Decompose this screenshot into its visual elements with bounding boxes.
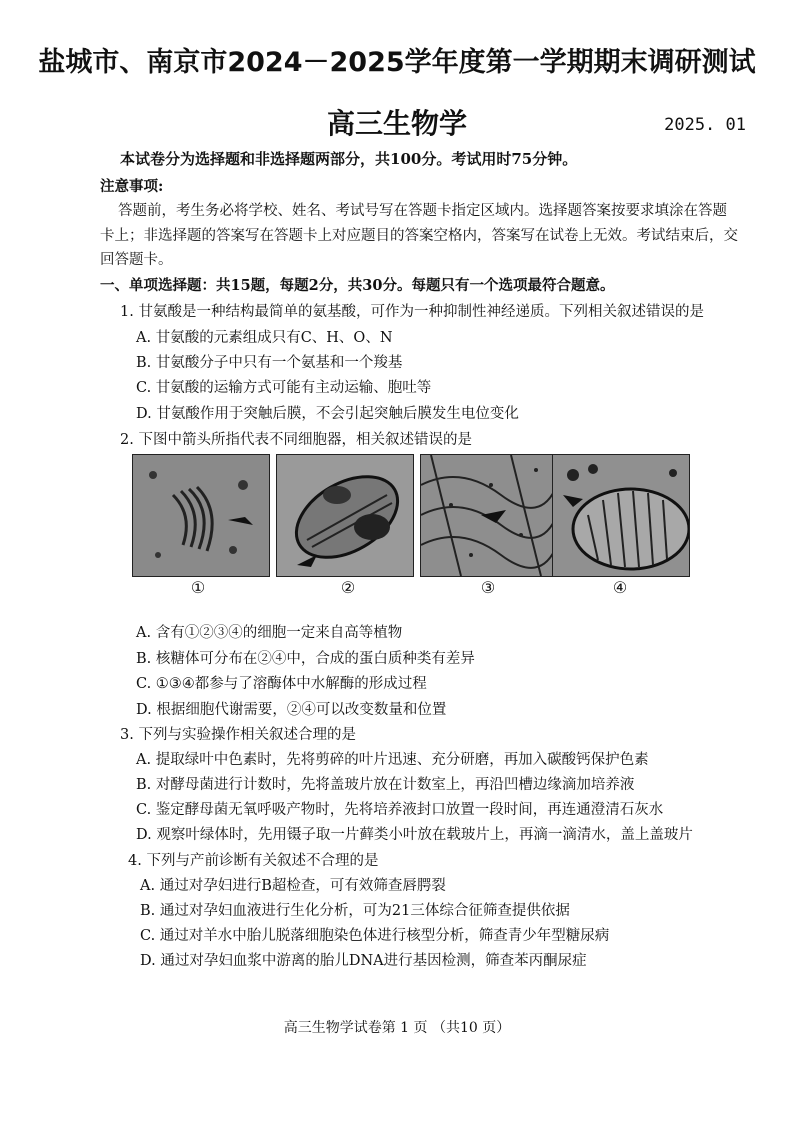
- question-3-stem: 3. 下列与实验操作相关叙述合理的是: [120, 727, 356, 743]
- question-3-option-a: A. 提取绿叶中色素时，先将剪碎的叶片迅速、充分研磨，再加入碳酸钙保护色素: [136, 752, 649, 768]
- question-2-option-a: A. 含有①②③④的细胞一定来自高等植物: [136, 625, 403, 641]
- question-4-option-b: B. 通过对孕妇血液进行生化分析，可为21三体综合征筛查提供依据: [140, 903, 570, 919]
- section-heading: 一、单项选择题：共15题，每题2分，共30分。每题只有一个选项最符合题意。: [100, 277, 615, 294]
- question-1-option-c: C. 甘氨酸的运输方式可能有主动运输、胞吐等: [136, 380, 432, 396]
- question-4-option-d: D. 通过对孕妇血浆中游离的胎儿DNA进行基因检测，筛查苯丙酮尿症: [140, 953, 587, 969]
- micrograph-2: [276, 454, 414, 577]
- notice-line-1: 答题前，考生务必将学校、姓名、考试号写在答题卡指定区域内。选择题答案按要求填涂在答题: [118, 203, 727, 219]
- micrograph-3: [420, 454, 558, 577]
- micrograph-4: [552, 454, 690, 577]
- question-1-option-d: D. 甘氨酸作用于突触后膜，不会引起突触后膜发生电位变化: [136, 406, 519, 422]
- question-3-option-d: D. 观察叶绿体时，先用镊子取一片藓类小叶放在载玻片上，再滴一滴清水，盖上盖玻片: [136, 827, 693, 843]
- page-footer: 高三生物学试卷第 1 页 （共10 页）: [283, 1020, 511, 1036]
- question-1-option-a: A. 甘氨酸的元素组成只有C、H、O、N: [136, 330, 393, 346]
- question-2-stem: 2. 下图中箭头所指代表不同细胞器，相关叙述错误的是: [120, 432, 472, 448]
- micrograph-1: [132, 454, 270, 577]
- question-4-option-c: C. 通过对羊水中胎儿脱落细胞染色体进行核型分析，筛查青少年型糖尿病: [140, 928, 610, 944]
- notice-line-2: 卡上；非选择题的答案写在答题卡上对应题目的答案空格内，答案写在试卷上无效。考试结束后，交: [100, 228, 738, 244]
- question-2-option-b: B. 核糖体可分布在②④中，合成的蛋白质种类有差异: [136, 651, 475, 667]
- figure-label-3: ③: [480, 578, 496, 597]
- exam-date: 2025. 01: [664, 115, 746, 135]
- question-4-option-a: A. 通过对孕妇进行B超检查，可有效筛查唇腭裂: [140, 878, 446, 894]
- intro-text: 本试卷分为选择题和非选择题两部分，共100分。考试用时75分钟。: [120, 150, 578, 168]
- question-1-stem: 1. 甘氨酸是一种结构最简单的氨基酸，可作为一种抑制性神经递质。下列相关叙述错误的是: [120, 304, 704, 320]
- notice-heading: 注意事项:: [100, 178, 164, 195]
- question-1-option-b: B. 甘氨酸分子中只有一个氨基和一个羧基: [136, 355, 403, 371]
- question-3-option-c: C. 鉴定酵母菌无氧呼吸产物时，先将培养液封口放置一段时间，再连通澄清石灰水: [136, 802, 664, 818]
- question-2-option-c: C. ①③④都参与了溶酶体中水解酶的形成过程: [136, 676, 427, 692]
- figure-label-4: ④: [612, 578, 628, 597]
- subject-title: 高三生物学: [326, 107, 467, 140]
- question-2-option-d: D. 根据细胞代谢需要，②④可以改变数量和位置: [136, 702, 447, 718]
- question-3-option-b: B. 对酵母菌进行计数时，先将盖玻片放在计数室上，再沿凹槽边缘滴加培养液: [136, 777, 635, 793]
- exam-title: 盐城市、南京市2024－2025学年度第一学期期末调研测试: [38, 47, 756, 78]
- figure-label-1: ①: [190, 578, 206, 597]
- question-4-stem: 4. 下列与产前诊断有关叙述不合理的是: [128, 853, 379, 869]
- notice-line-3: 回答题卡。: [100, 252, 173, 268]
- figure-label-2: ②: [340, 578, 356, 597]
